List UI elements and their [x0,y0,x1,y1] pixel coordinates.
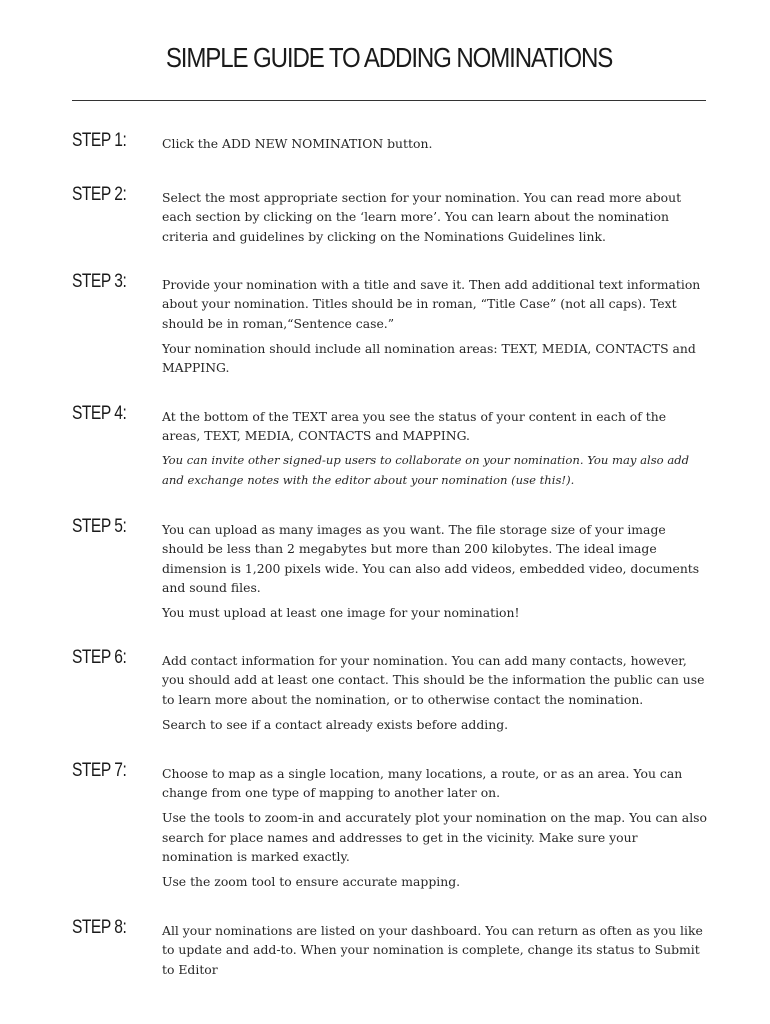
step-paragraph: Use the zoom tool to ensure accurate mapping. [162,874,461,890]
title-divider [72,100,706,101]
step-label: STEP 7: [72,760,127,781]
step-body [162,275,707,383]
step-paragraph: All your nominations are listed on your dashboard. You can return as often as you like to update and add-to. When your nomination is complete, change its status to Submit to Editor [162,923,703,977]
step-label: STEP 4: [72,403,127,424]
step-paragraph: At the bottom of the TEXT area you see the status of your content in each of the areas, TEXT, MEDIA, CONTACTS and MAPPING. [162,409,667,444]
step-paragraph: Your nomination should include all nomination areas: TEXT, MEDIA, CONTACTS and MAPPING. [162,340,696,376]
step-label: STEP 3: [72,271,127,292]
step-body [162,651,707,740]
step-label: STEP 6: [72,647,127,668]
step-body [162,134,707,159]
step-label: STEP 2: [72,184,127,205]
step-paragraph: Add contact information for your nomination. You can add many contacts, however, you should add at least one contact. This should be the information the public can use to learn more about the nomination, or to otherwise contact the nomination. [162,653,705,707]
step-paragraph: You must upload at least one image for your nomination! [162,605,520,621]
step-label: STEP 5: [72,516,127,537]
page-title: SIMPLE GUIDE TO ADDING NOMINATIONS [165,42,613,73]
step-body [162,921,707,985]
step-paragraph: Choose to map as a single location, many locations, a route, or as an area. You can change from one type of mapping to another later on. [162,766,683,801]
step-label: STEP 1: [72,130,127,151]
step-paragraph: Select the most appropriate section for your nomination. You can read more about each section by clicking on the ‘learn more’. You can learn about the nomination criteria and guidelines by clicking on the Nominations Guidelines link. [162,190,682,244]
collaboration-note: You can invite other signed-up users to collaborate on your nomination. You may also add and exchange notes with the editor about your nomination (use this!). [162,453,690,487]
step-body [162,407,707,496]
step-paragraph: You can upload as many images as you want. The file storage size of your image should be less than 2 megabytes but more than 200 kilobytes. The ideal image dimension is 1,200 pixels wide. You can also add videos, embedded video, documents and sound files. [162,522,700,596]
step-paragraph: Provide your nomination with a title and save it. Then add additional text information about your nomination. Titles should be in roman, “Title Case” (not all caps). Text should be in roman,“Sentence case.” [162,277,701,331]
step-body [162,520,707,628]
step-label: STEP 8: [72,917,127,938]
step-body [162,188,707,252]
step-paragraph: Click the ADD NEW NOMINATION button. [162,136,433,151]
step-paragraph: Search to see if a contact already exists before adding. [162,716,509,732]
step-body [162,764,707,897]
step-paragraph: Use the tools to zoom-in and accurately plot your nomination on the map. You can also search for place names and addresses to get in the vicinity. Make sure your nomination is marked exactly. [162,810,707,865]
